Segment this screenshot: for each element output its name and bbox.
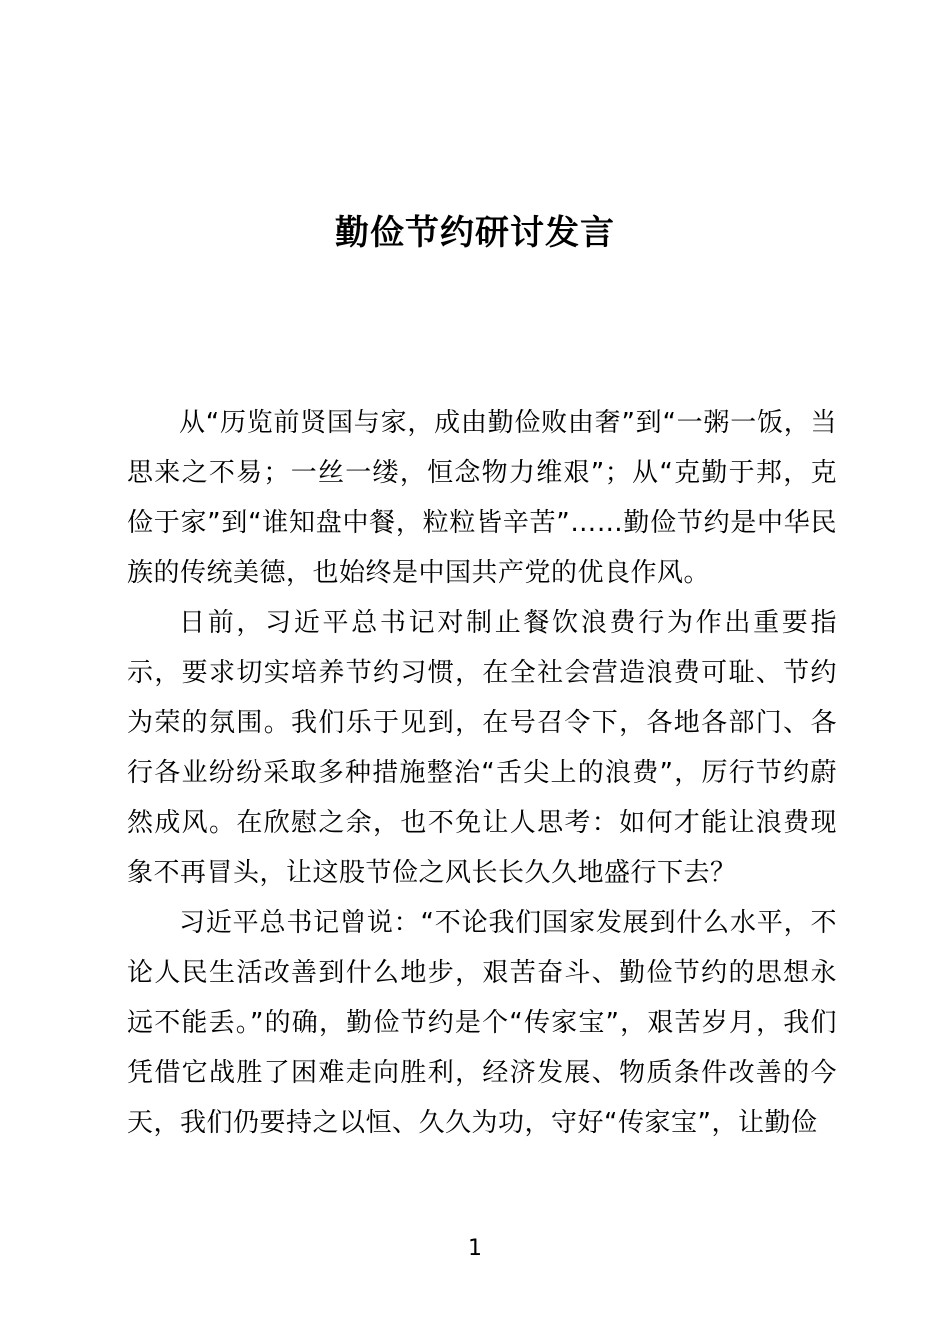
page-number: 1 [468, 1236, 482, 1261]
paragraph-3: 习近平总书记曾说：“不论我们国家发展到什么水平，不论人民生活改善到什么地步，艰苦奋斗、勤俭节约的思想永远不能丢。”的确，勤俭节约是个“传家宝”，艰苦岁月，我们凭借它战胜了困难走向胜利，经济发展、物质条件改善的今天，我们仍要持之以恒、久久为功，守好“传家宝”，让勤俭 [127, 908, 837, 1138]
paragraph-2: 日前，习近平总书记对制止餐饮浪费行为作出重要指示，要求切实培养节约习惯，在全社会营造浪费可耻、节约为荣的氛围。我们乐于见到，在号召令下，各地各部门、各行各业纷纷采取多种措施整治“舌尖上的浪费”，厉行节约蔚然成风。在欣慰之余，也不免让人思考：如何才能让浪费现象不再冒头，让这股节俭之风长长久久地盛行下去？ [127, 608, 837, 888]
paragraph-1: 从“历览前贤国与家，成由勤俭败由奢”到“一粥一饭，当思来之不易；一丝一缕，恒念物力维艰”；从“克勤于邦，克俭于家”到“谁知盘中餐，粒粒皆辛苦”……勤俭节约是中华民族的传统美德，也始终是中国共产党的优良作风。 [127, 408, 837, 588]
document-body [127, 398, 837, 1148]
document-title: 勤俭节约研讨发言 [335, 213, 615, 253]
